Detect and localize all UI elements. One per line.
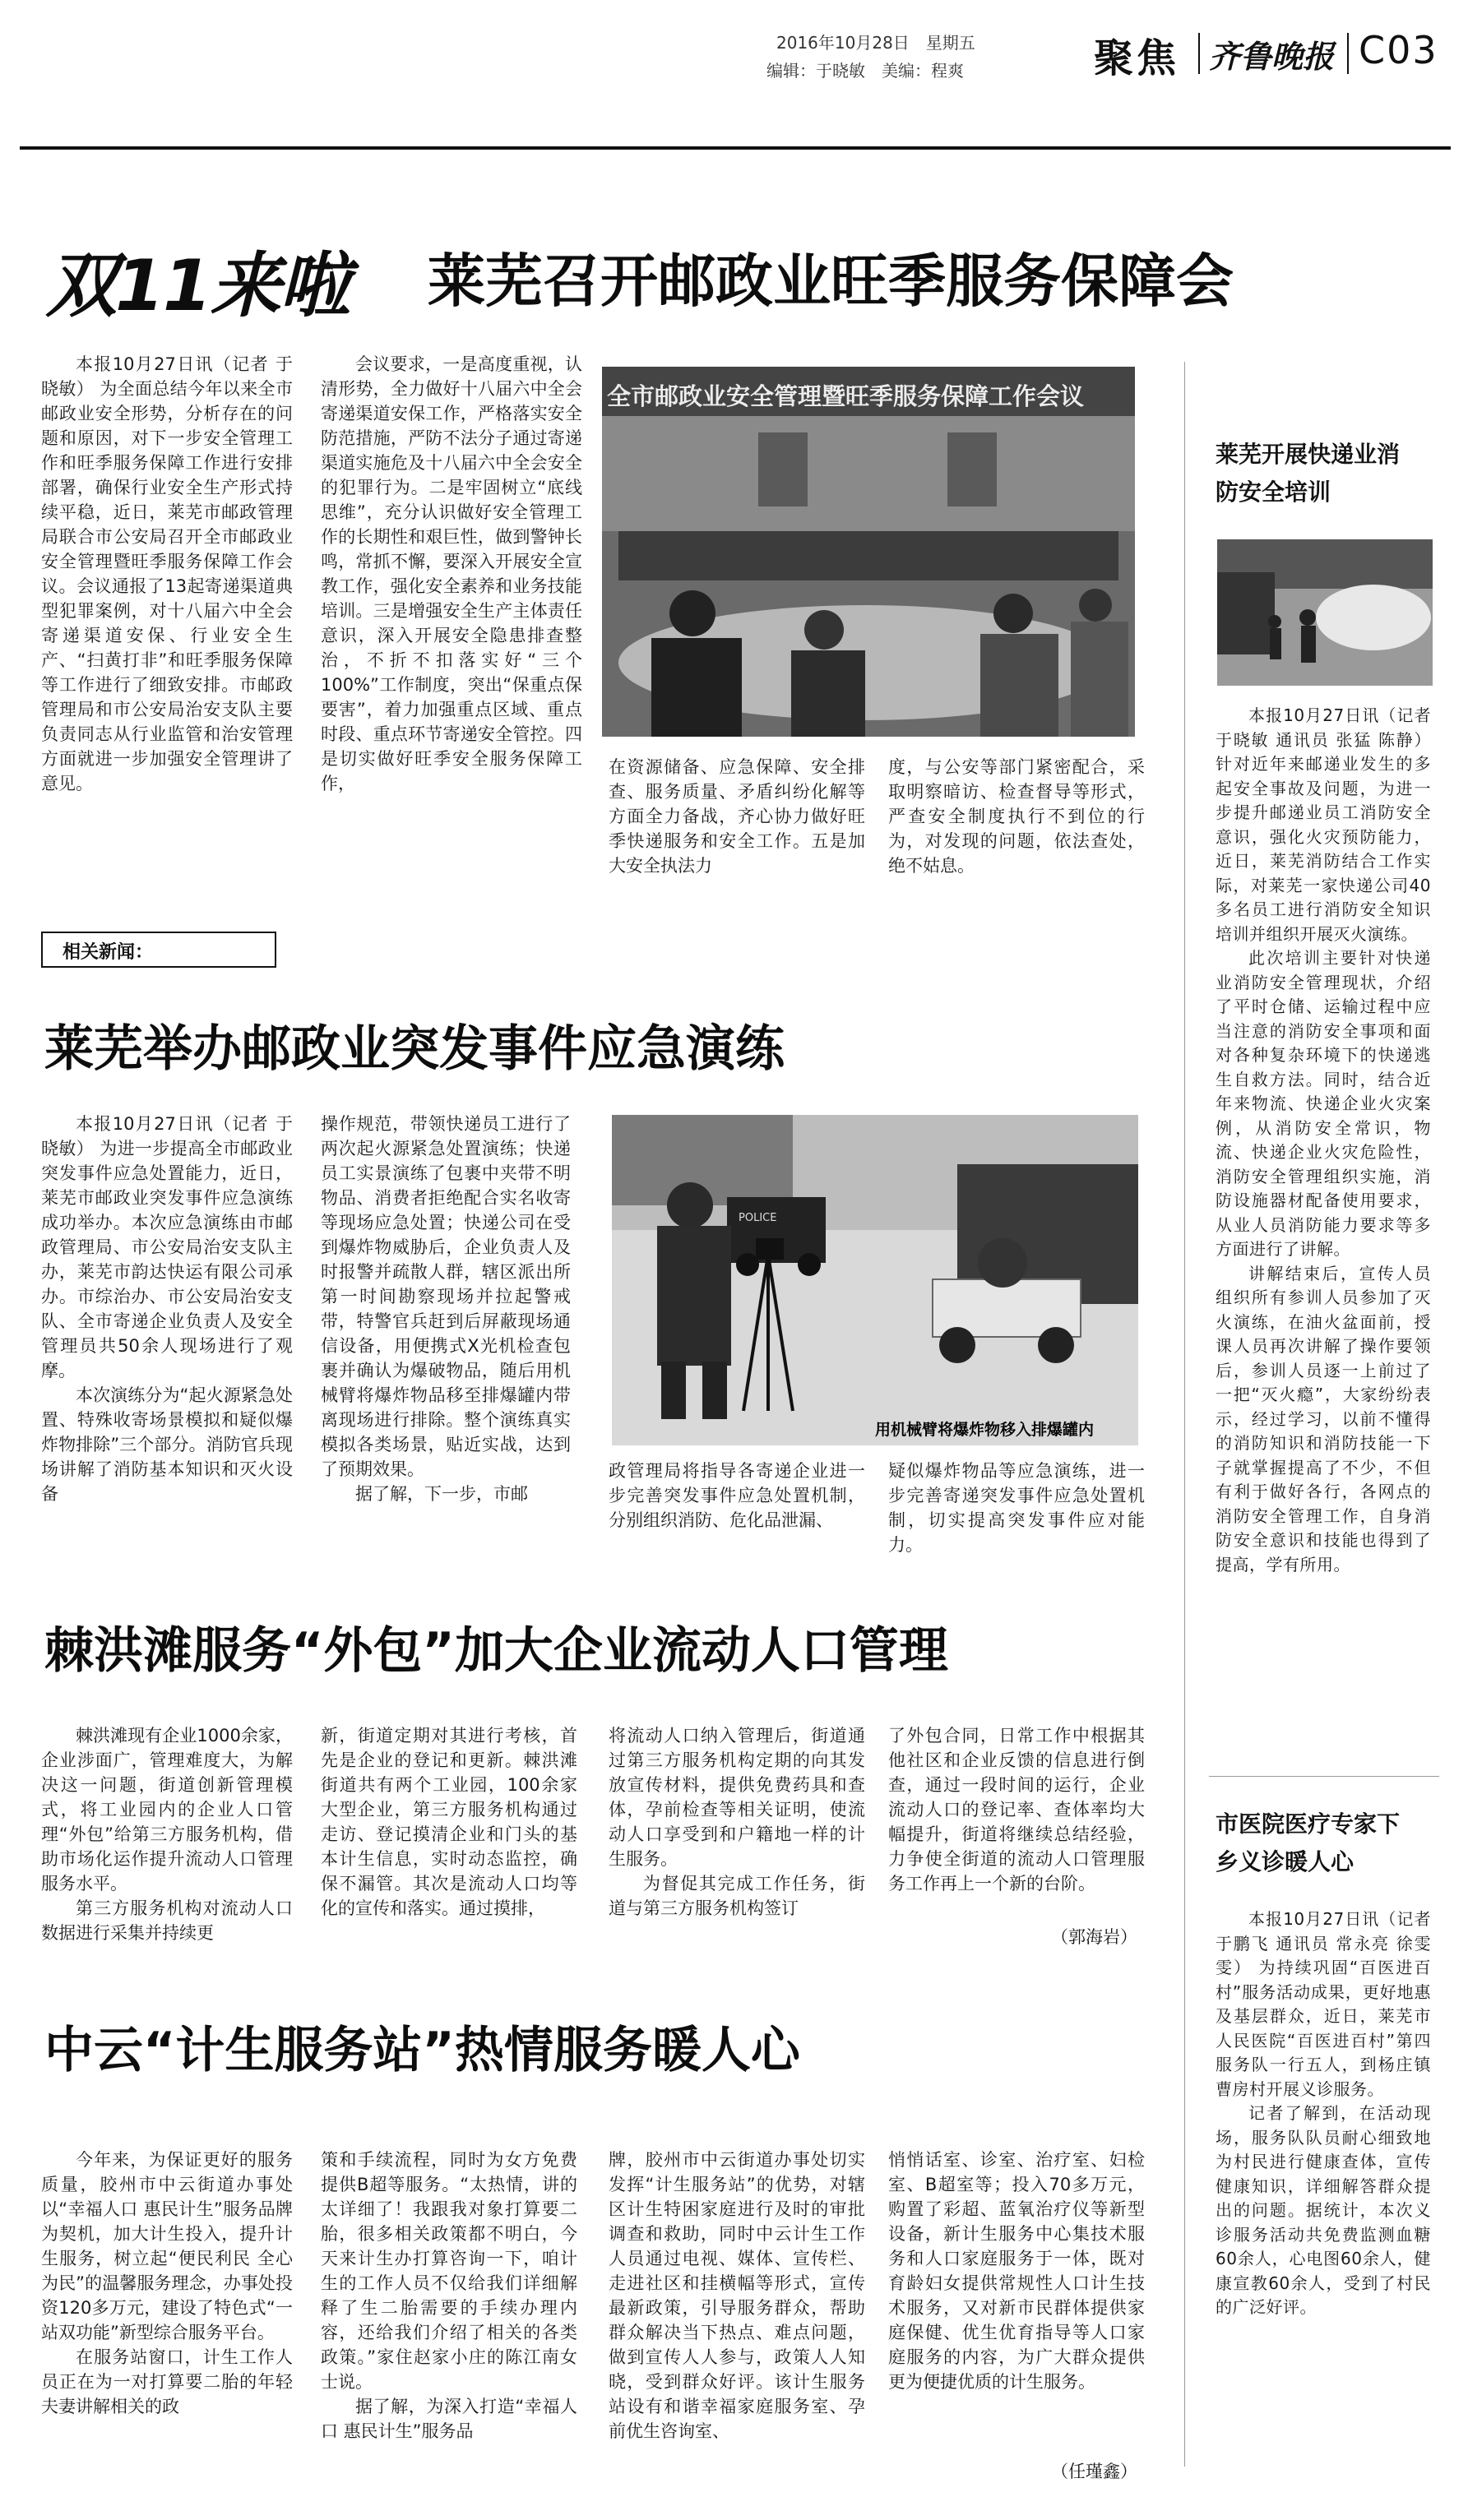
story1-paragraph: 会议要求，一是高度重视，认清形势，全力做好十八届六中全会寄递渠道安保工作，严格落实安全防范措施，严防不法分子通过寄递渠道实施危及十八届六中全会安全的犯罪行为。二是牢固树立“底线思维”，充分认识做好安全管理工作的长期性和艰巨性，做到警钟长鸣，常抓不懈，要深入开展安全宣教工作，强化安全素养和业务技能培训。三是增强安全生产主体责任意识，深入开展安全隐患排查整治，不折不扣落实好“三个100%”工作制度，突出“保重点保要害”，着力加强重点区域、重点时段、重点环节寄递安全管控。四是切实做好旺季安全服务保障工作， xyxy=(321,354,582,793)
story3-headline: 棘洪滩服务“外包”加大企业流动人口管理 xyxy=(44,1622,948,1680)
story3-paragraph: 第三方服务机构对流动人口数据进行采集并持续更 xyxy=(41,1898,293,1943)
story2-paragraph: 据了解，下一步，市邮 xyxy=(355,1484,528,1504)
sidebar2-title: 市医院医疗专家下乡义诊暖人心 xyxy=(1216,1810,1401,1875)
masthead xyxy=(0,0,1468,148)
meeting-banner-text: 全市邮政业安全管理暨旺季服务保障工作会议 xyxy=(607,382,1085,410)
editor-credits: 编辑：于晓敏 美编：程爽 xyxy=(766,61,964,81)
story2-paragraph: 疑似爆炸物品等应急演练，进一步完善寄递突发事件应急处置机制，切实提高突发事件应对能力。 xyxy=(888,1461,1145,1555)
story4-paragraph: 悄悄话室、诊室、治疗室、妇检室、B超室等；投入70多万元，购置了彩超、蓝氧治疗仪等新型设备，新计生服务中心集技术服务和人口家庭服务于一体，既对育龄妇女提供常规性人口计生技术服务，又对新市民群体提供家庭保健、优生优育指导等人口家庭服务的内容，为广大群众提供更为便捷优质的计生服务。 xyxy=(888,2150,1145,2392)
story4-col2 xyxy=(321,2148,577,2444)
masthead-divider-2 xyxy=(1347,33,1349,74)
story4-headline: 中云“计生服务站”热情服务暖人心 xyxy=(44,2022,800,2079)
story3-paragraph: 棘洪滩现有企业1000余家，企业涉面广，管理难度大，为解决这一问题，街道创新管理模式，将工业园内的企业人口管理“外包”给第三方服务机构，借助市场化运作提升流动人口管理服务水平。 xyxy=(41,1726,293,1893)
story3-col1 xyxy=(41,1723,293,1945)
sidebar1-body xyxy=(1216,704,1431,1577)
story4-paragraph: 牌，胶州市中云街道办事处切实发挥“计生服务站”的优势，对辖区计生特困家庭进行及时的审批调查和救助，同时中云计生工作人员通过电视、媒体、宣传栏、走进社区和挂横幅等形式，宣传最新政策，引导服务群众，帮助群众解决当下热点、难点问题，做到宣传人人参与，政策人人知晓，受到群众好评。该计生服务站设有和谐幸福家庭服务室、孕前优生咨询室、 xyxy=(609,2150,865,2441)
drill-photo-image xyxy=(612,1115,1138,1445)
story1-col1 xyxy=(41,352,293,796)
paper-logo: 齐鲁晚报 xyxy=(1209,38,1335,75)
drill-photo-caption: 用机械臂将爆炸物移入排爆罐内 xyxy=(875,1421,1095,1439)
sidebar1-paragraph: 讲解结束后，宣传人员组织所有参训人员参加了灭火演练，在油火盆面前，授课人员再次讲解了操作要领后，参训人员逐一上前过了一把“灭火瘾”，大家纷纷表示，经过学习，以前不懂得的消防知识和消防技能一下子就掌握提高了不少，不但有利于做好各行，各网点的消防安全管理工作，自身消防安全意识和技能也得到了提高，学有所用。 xyxy=(1216,1263,1431,1574)
story3-paragraph: 新，街道定期对其进行考核，首先是企业的登记和更新。棘洪滩街道共有两个工业园，100余家大型企业，第三方服务机构通过走访、登记摸清企业和门头的基本计生信息，实时动态监控，确保不漏管。其次是流动人口均等化的宣传和落实。通过摸排， xyxy=(321,1726,577,1918)
fire-training-photo xyxy=(1217,539,1433,686)
story1-col2 xyxy=(321,352,582,796)
story3-col4 xyxy=(888,1723,1145,1896)
sidebar1-paragraph: 此次培训主要针对快递业消防安全管理现状，介绍了平时仓储、运输过程中应当注意的消防安全事项和面对各种复杂环境下的快递逃生自救方法。同时，结合近年来物流、快递企业火灾案例，从消防安全常识，物流、快递企业火灾危险性，消防安全管理组织实施，消防设施器材配备使用要求，从业人员消防能力要求等多方面进行了讲解。 xyxy=(1216,948,1431,1259)
sidebar2-paragraph: 本报10月27日讯（记者 于鹏飞 通讯员 常永亮 徐雯雯） 为持续巩固“百医进百村”服务活动成果，更好地惠及基层群众，近日，莱芜市人民医院“百医进百村”第四服务队一行五人，到杨庄镇曹房村开展义诊服务。 xyxy=(1216,1909,1431,2099)
story4-paragraph: 策和手续流程，同时为女方免费提供B超等服务。“太热情，讲的太详细了！我跟我对象打算要二胎，很多相关政策都不明白，今天来计生办打算咨询一下，咱计生的工作人员不仅给我们详细解释了生二胎需要的手续办理内容，还给我们介绍了相关的各类政策。”家住赵家小庄的陈江南女士说。 xyxy=(321,2150,577,2392)
story4-col4 xyxy=(888,2148,1145,2394)
story2-col3 xyxy=(609,1459,865,1533)
story3-paragraph: 为督促其完成工作任务，街道与第三方服务机构签订 xyxy=(609,1874,865,1918)
story1-paragraph: 在资源储备、应急保障、安全排查、服务质量、矛盾纠纷化解等方面全力备战，齐心协力做好旺季快递服务和安全工作。五是加大安全执法力 xyxy=(609,757,865,876)
top-rule xyxy=(20,146,1451,150)
story2-paragraph: 操作规范，带领快递员工进行了两次起火源紧急处置演练；快递员工实景演练了包裹中夹带不明物品、消费者拒绝配合实名收寄等现场应急处置；快递公司在受到爆炸物威胁后，企业负责人及时报警并疏散人群，辖区派出所第一时间勘察现场并拉起警戒带，特警官兵赶到后屏蔽现场通信设备，用便携式X光机检查包裹并确认为爆破物品，随后用机械臂将爆炸物品移至排爆罐内带离现场进行排除。整个演练真实模拟各类场景，贴近实战，达到了预期效果。 xyxy=(321,1114,571,1479)
story2-col1 xyxy=(41,1112,293,1506)
masthead-divider-1 xyxy=(1198,33,1200,74)
meeting-photo-image xyxy=(602,367,1135,737)
story2-paragraph: 政管理局将指导各寄递企业进一步完善突发事件应急处置机制，分别组织消防、危化品泄漏、 xyxy=(609,1461,865,1530)
story2-col2 xyxy=(321,1112,571,1506)
sidebar-separator xyxy=(1209,1776,1439,1777)
story1-paragraph: 度，与公安等部门紧密配合，采取明察暗访、检查督导等形式，严查安全制度执行不到位的行为，对发现的问题，依法查处，绝不姑息。 xyxy=(888,757,1145,876)
story4-paragraph: 今年来，为保证更好的服务质量，胶州市中云街道办事处以“幸福人口 惠民计生”服务品牌为契机，加大计生投入，提升计生服务，树立起“便民利民 全心为民”的温馨服务理念，办事处投资120多万元，建设了特色式“一站双功能”新型综合服务平台。 xyxy=(41,2150,293,2342)
story1-col4 xyxy=(888,755,1145,878)
police-sign: POLICE xyxy=(739,1212,777,1224)
fire-training-photo-image xyxy=(1217,539,1433,686)
sidebar1-title: 莱芜开展快递业消防安全培训 xyxy=(1216,441,1401,506)
story2-headline: 莱芜举办邮政业突发事件应急演练 xyxy=(44,1020,785,1078)
story1-paragraph: 本报10月27日讯（记者 于晓敏） 为全面总结今年以来全市邮政业安全形势，分析存在的问题和原因，对下一步安全管理工作和旺季服务保障工作进行安排部署，确保行业安全生产形式持续平稳，近日，莱芜市邮政管理局联合市公安局召开全市邮政业安全管理暨旺季服务保障工作会议。会议通报了13起寄递渠道典型犯罪案例，对十八届六中全会寄递渠道安保、行业安全生产、“扫黄打非”和旺季服务保障等工作进行了细致安排。市邮政管理局和市公安局治安支队主要负责同志从行业监管和治安管理方面就进一步加强安全管理讲了意见。 xyxy=(41,354,293,793)
meeting-photo xyxy=(602,367,1135,737)
sidebar2-paragraph: 记者了解到，在活动现场，服务队队员耐心细致地为村民进行健康查体，宣传健康知识，详细解答群众提出的问题。据统计，本次义诊服务活动共免费监测血糖60余人，心电图60余人，健康宣教60余人，受到了村民的广泛好评。 xyxy=(1216,2103,1431,2317)
story3-paragraph: 了外包合同，日常工作中根据其他社区和企业反馈的信息进行倒查，通过一段时间的运行，企业流动人口的登记率、查体率均大幅提升，街道将继续总结经验，力争使全街道的流动人口管理服务工作再上一个新的台阶。 xyxy=(888,1726,1145,1893)
sidebar1-paragraph: 本报10月27日讯（记者 于晓敏 通讯员 张猛 陈静） 针对近年来邮递业发生的多起安全事故及问题，为进一步提升邮递业员工消防安全意识，强化火灾预防能力，近日，莱芜消防结合工作实际，对莱芜一家快递公司40多名员工进行消防安全知识培训并组织开展灭火演练。 xyxy=(1216,705,1431,944)
related-news-box xyxy=(41,932,276,968)
story1-col3 xyxy=(609,755,865,878)
banner-headline: 莱芜召开邮政业旺季服务保障会 xyxy=(428,247,1234,315)
story3-col2 xyxy=(321,1723,577,1921)
story3-paragraph: 将流动人口纳入管理后，街道通过第三方服务机构定期的向其发放宣传材料，提供免费药具和查体，孕前检查等相关证明，使流动人口享受到和户籍地一样的计生服务。 xyxy=(609,1726,865,1869)
page-number: C03 xyxy=(1359,28,1438,72)
story3-col3 xyxy=(609,1723,865,1921)
banner-tag: 双11来啦 xyxy=(46,245,349,327)
story2-paragraph: 本报10月27日讯（记者 于晓敏） 为进一步提高全市邮政业突发事件应急处置能力，近日，莱芜市邮政业突发事件应急演练成功举办。本次应急演练由市邮政管理局、市公安局治安支队主办，莱芜市韵达快运有限公司承办。市综治办、市公安局治安支队、全市寄递企业负责人及安全管理员共50余人现场进行了观摩。 xyxy=(41,1114,293,1380)
issue-date: 2016年10月28日 星期五 xyxy=(776,33,975,53)
story2-col4 xyxy=(888,1459,1145,1557)
story2-paragraph: 本次演练分为“起火源紧急处置、特殊收寄场景模拟和疑似爆炸物排除”三个部分。消防官兵现场讲解了消防基本知识和灭火设备 xyxy=(41,1385,293,1504)
sidebar2-body xyxy=(1216,1907,1431,2320)
section-name: 聚焦 xyxy=(1094,35,1180,81)
story4-col3 xyxy=(609,2148,865,2444)
story4-col1 xyxy=(41,2148,293,2419)
related-news-label: 相关新闻： xyxy=(63,942,154,963)
story4-paragraph: 据了解，为深入打造“幸福人口 惠民计生”服务品 xyxy=(321,2397,577,2441)
story4-byline: （任瑾鑫） xyxy=(1051,2462,1137,2481)
sidebar-divider xyxy=(1184,362,1185,2467)
story4-paragraph: 在服务站窗口，计生工作人员正在为一对打算要二胎的年轻夫妻讲解相关的政 xyxy=(41,2347,293,2416)
drill-photo xyxy=(612,1115,1138,1445)
story3-byline: （郭海岩） xyxy=(1051,1927,1137,1947)
